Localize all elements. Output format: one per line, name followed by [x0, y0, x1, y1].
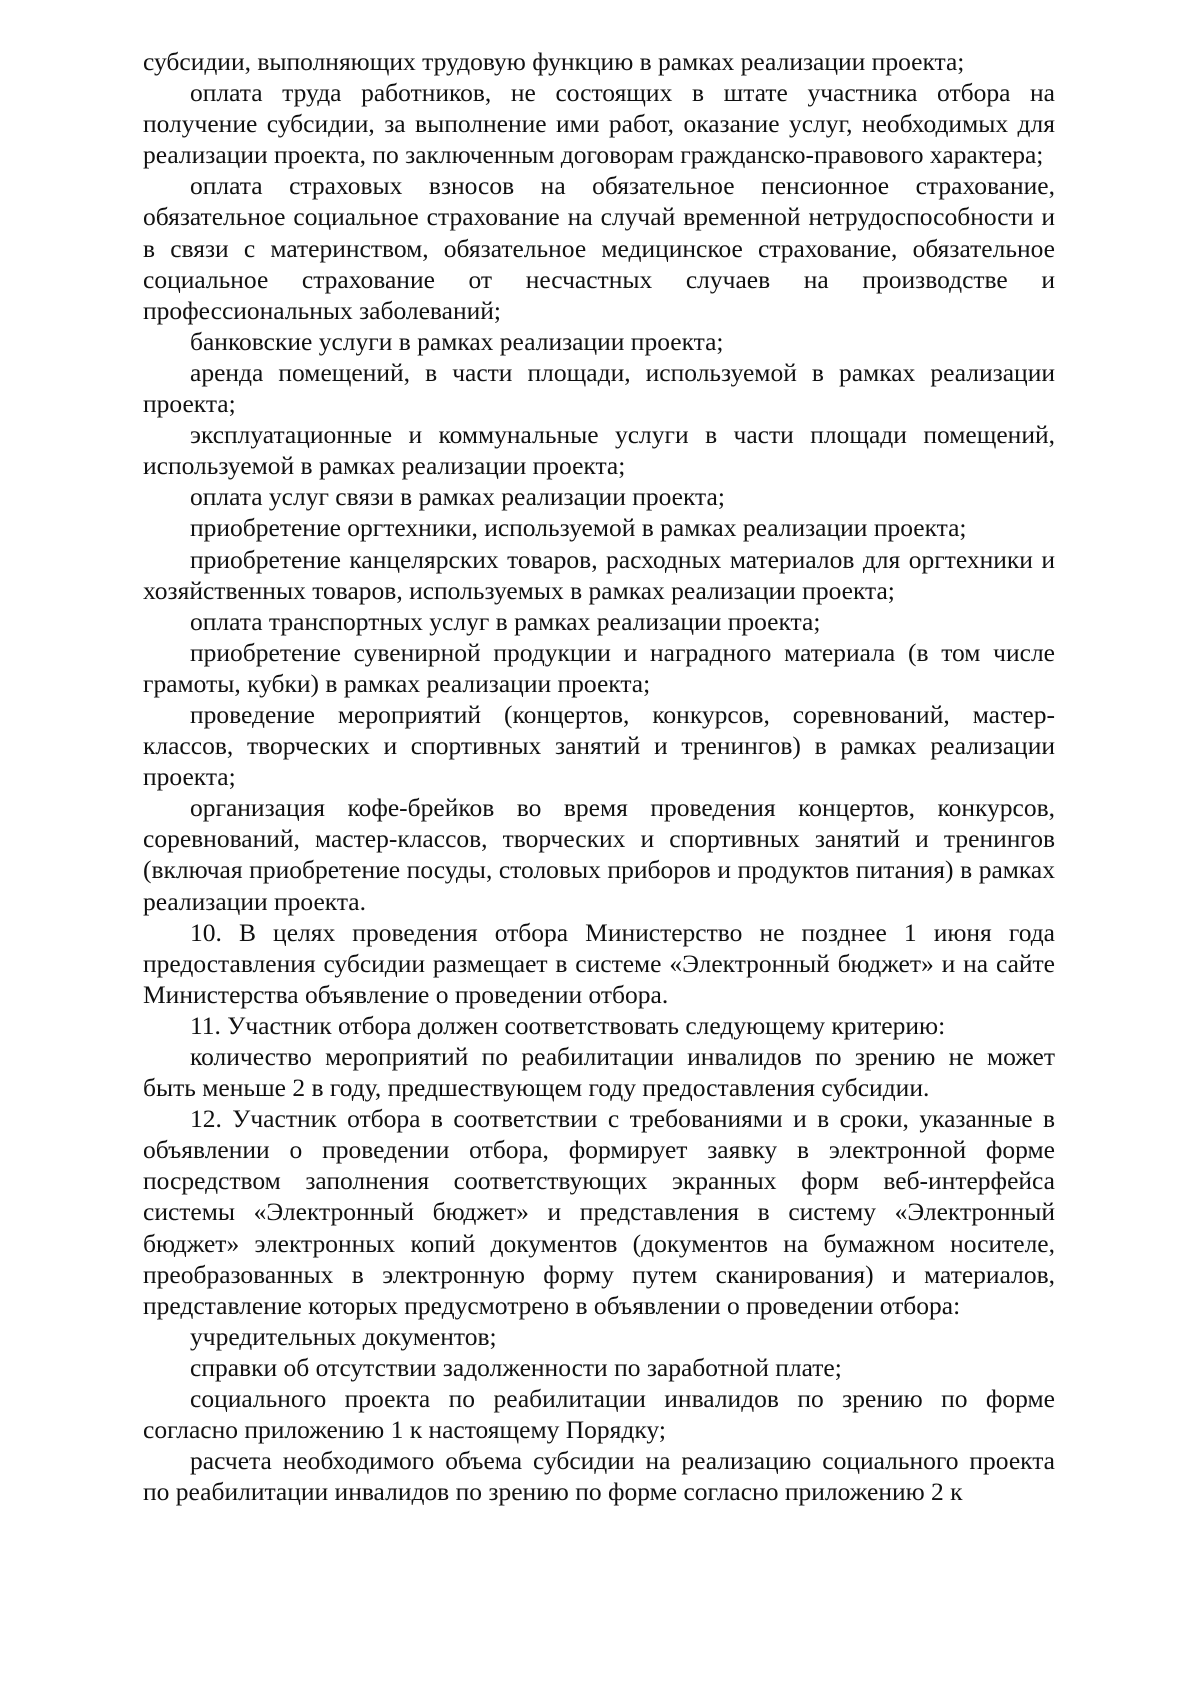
paragraph-founding-documents: учредительных документов;: [190, 1321, 497, 1351]
paragraph-item-11: 11. Участник отбора должен соответствовать следующему критерию:: [190, 1010, 946, 1040]
paragraph-stationery: приобретение канцелярских товаров, расходных материалов для оргтехники и хозяйственных товаров, используемых в рамках реализации проекта;: [143, 544, 1055, 605]
paragraph-salary-debt-certificate: справки об отсутствии задолженности по заработной плате;: [190, 1352, 842, 1382]
paragraph-continuation: субсидии, выполняющих трудовую функцию в рамках реализации проекта;: [143, 47, 965, 76]
paragraph-communication-services: оплата услуг связи в рамках реализации проекта;: [190, 482, 725, 512]
paragraph-office-equipment: приобретение оргтехники, используемой в рамках реализации проекта;: [190, 513, 967, 543]
paragraph-premises-rent: аренда помещений, в части площади, используемой в рамках реализации проекта;: [143, 357, 1055, 419]
paragraph-social-project: социального проекта по реабилитации инвалидов по зрению по форме согласно приложению 1 к настоящему Порядку;: [143, 1384, 1055, 1445]
paragraph-events: проведение мероприятий (концертов, конкурсов, соревнований, мастер-классов, творческих и спортивных занятий и тренингов) в рамках реализации проекта;: [143, 699, 1055, 792]
paragraph-souvenirs: приобретение сувенирной продукции и наградного материала (в том числе грамоты, кубки) в рамках реализации проекта;: [143, 637, 1055, 698]
paragraph-item-10: 10. В целях проведения отбора Министерство не позднее 1 июня года предоставления субсидии размещает в системе «Электронный бюджет» и на сайте Министерства объявление о проведении отбора.: [143, 917, 1055, 1009]
document-page: [143, 46, 1055, 1507]
paragraph-insurance-contributions: оплата страховых взносов на обязательное пенсионное страхование, обязательное социальное страхование на случай временной нетрудоспособности и в связи с материнством, обязательное медицинское страхование, обязательное социальное страхование от несчастных случаев на производстве и профессиональных заболеваний;: [143, 171, 1055, 325]
paragraph-coffee-breaks: организация кофе-брейков во время проведения концертов, конкурсов, соревнований, мастер-классов, творческих и спортивных занятий и тренингов (включая приобретение посуды, столовых приборов и продуктов питания) в рамках реализации проекта.: [143, 793, 1055, 916]
paragraph-utilities: эксплуатационные и коммунальные услуги в части площади помещений, используемой в рамках реализации проекта;: [143, 420, 1055, 481]
paragraph-banking-services: банковские услуги в рамках реализации проекта;: [190, 326, 724, 356]
paragraph-criterion: количество мероприятий по реабилитации инвалидов по зрению не может быть меньше 2 в году, предшествующем году предоставления субсидии.: [143, 1042, 1055, 1103]
paragraph-item-12: 12. Участник отбора в соответствии с требованиями и в сроки, указанные в объявлении о проведении отбора, формирует заявку в электронной форме посредством заполнения соответствующих экранных форм веб-интерфейса системы «Электронный бюджет» и представления в систему «Электронный бюджет» электронных копий документов (документов на бумажном носителе, преобразованных в электронную форму путем сканирования) и материалов, представление которых предусмотрено в объявлении о проведении отбора:: [143, 1104, 1055, 1320]
paragraph-labor-payment: оплата труда работников, не состоящих в штате участника отбора на получение субсидии, за выполнение ими работ, оказание услуг, необходимых для реализации проекта, по заключенным договорам гражданско-правового характера;: [143, 78, 1055, 170]
paragraph-subsidy-calculation: расчета необходимого объема субсидии на реализацию социального проекта по реабилитации инвалидов по зрению по форме согласно приложению 2 к: [143, 1446, 1055, 1507]
paragraph-transport-services: оплата транспортных услуг в рамках реализации проекта;: [190, 606, 821, 636]
